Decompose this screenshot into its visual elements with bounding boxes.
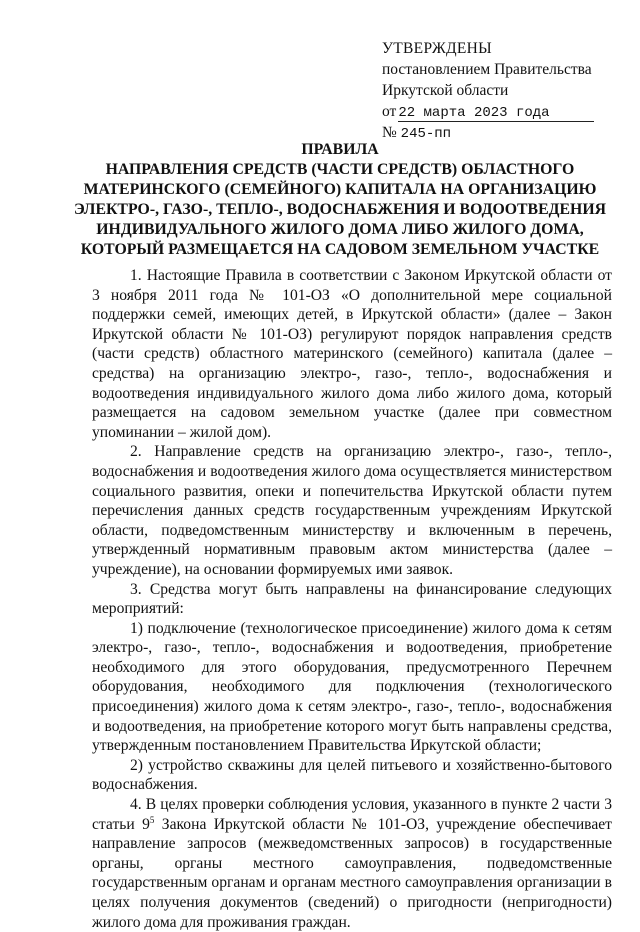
paragraph-4 xyxy=(92,795,612,932)
paragraph-1: 1. Настоящие Правила в соответствии с Законом Иркутской области от 3 ноября 2011 года № 101-ОЗ «О дополнительной мере социальной поддержки семей, имеющих детей, в Иркутской области» (далее – Закон Иркутской области № 101-ОЗ) регулируют порядок направления средств (части средств) областного материнского (семейного) капитала (далее – средства) на организацию электро-, газо-, тепло-, водоснабжения и водоотведения индивидуального жилого дома либо жилого дома, который размещается на садовом земельном участке (далее при совместном упоминании – жилой дом). xyxy=(92,267,612,441)
approval-line-1: постановлением Правительства xyxy=(382,61,592,78)
title-line: КОТОРЫЙ РАЗМЕЩАЕТСЯ НА САДОВОМ ЗЕМЕЛЬНОМ УЧАСТКЕ xyxy=(80,241,600,258)
document-title xyxy=(60,140,620,260)
paragraph-4-start: 4. В целях проверки соблюдения условия, указанного в пункте 2 части 3 статьи 9 xyxy=(92,796,612,833)
paragraph-3-item-2: 2) устройство скважины для целей питьевого и хозяйственно-бытового водоснабжения. xyxy=(92,756,612,794)
date-prefix: от xyxy=(382,103,397,120)
paragraph-3-item-1: 1) подключение (технологическое присоединение) жилого дома к сетям электро-, газо-, тепло-, водоснабжения и водоотведения, приобретение необходимого для этого оборудования, предусмотренного Перечнем оборудования, необходимого для подключения (технологического присоединения) жилого дома к сетям электро-, газо-, тепло-, водоснабжения и водоотведения, на приобретение которого могут быть направлены средства, утвержденным постановлением Правительства Иркутской области; xyxy=(92,619,612,755)
approval-line-2: Иркутской области xyxy=(382,82,509,99)
title-line: ИНДИВИДУАЛЬНОГО ЖИЛОГО ДОМА ЛИБО ЖИЛОГО ДОМА, xyxy=(96,221,584,238)
title-line: ЭЛЕКТРО-, ГАЗО-, ТЕПЛО-, ВОДОСНАБЖЕНИЯ И ВОДООТВЕДЕНИЯ xyxy=(73,201,607,218)
approval-number: 245-пп xyxy=(400,126,452,142)
paragraph-4-end: Закона Иркутской области № 101-ОЗ, учреждение обеспечивает направление запросов (межведомственных запросов) в государственные органы, органы местного самоуправления, подведомственные государственным органам и органам местного самоуправления организации в целях получения документов (сведений) о пригодности (непригодности) жилого дома для проживания граждан. xyxy=(92,815,612,931)
title-line: НАПРАВЛЕНИЯ СРЕДСТВ (ЧАСТИ СРЕДСТВ) ОБЛАСТНОГО xyxy=(105,161,575,178)
title-line: ПРАВИЛА xyxy=(301,141,379,158)
number-prefix: № xyxy=(382,124,397,141)
document-body xyxy=(92,266,612,932)
article-superscript: 5 xyxy=(149,814,155,825)
title-line: МАТЕРИНСКОГО (СЕМЕЙНОГО) КАПИТАЛА НА ОРГАНИЗАЦИЮ xyxy=(83,181,597,198)
paragraph-2: 2. Направление средств на организацию электро-, газо-, тепло-, водоснабжения и водоотведения жилого дома осуществляется министерством социального развития, опеки и попечительства Иркутской области путем перечисления данных средств государственным учреждениям Иркутской области, подведомственным министерству и включенным в перечень, утвержденный нормативным правовым актом министерства (далее – учреждение), на основании формируемых ими заявок. xyxy=(92,443,612,578)
approval-date: 22 марта 2023 года xyxy=(398,105,594,122)
approval-date-line xyxy=(382,101,612,122)
approval-heading: УТВЕРЖДЕНЫ xyxy=(382,40,492,57)
paragraph-3: 3. Средства могут быть направлены на финансирование следующих мероприятий: xyxy=(92,580,612,618)
approval-block xyxy=(382,38,612,145)
